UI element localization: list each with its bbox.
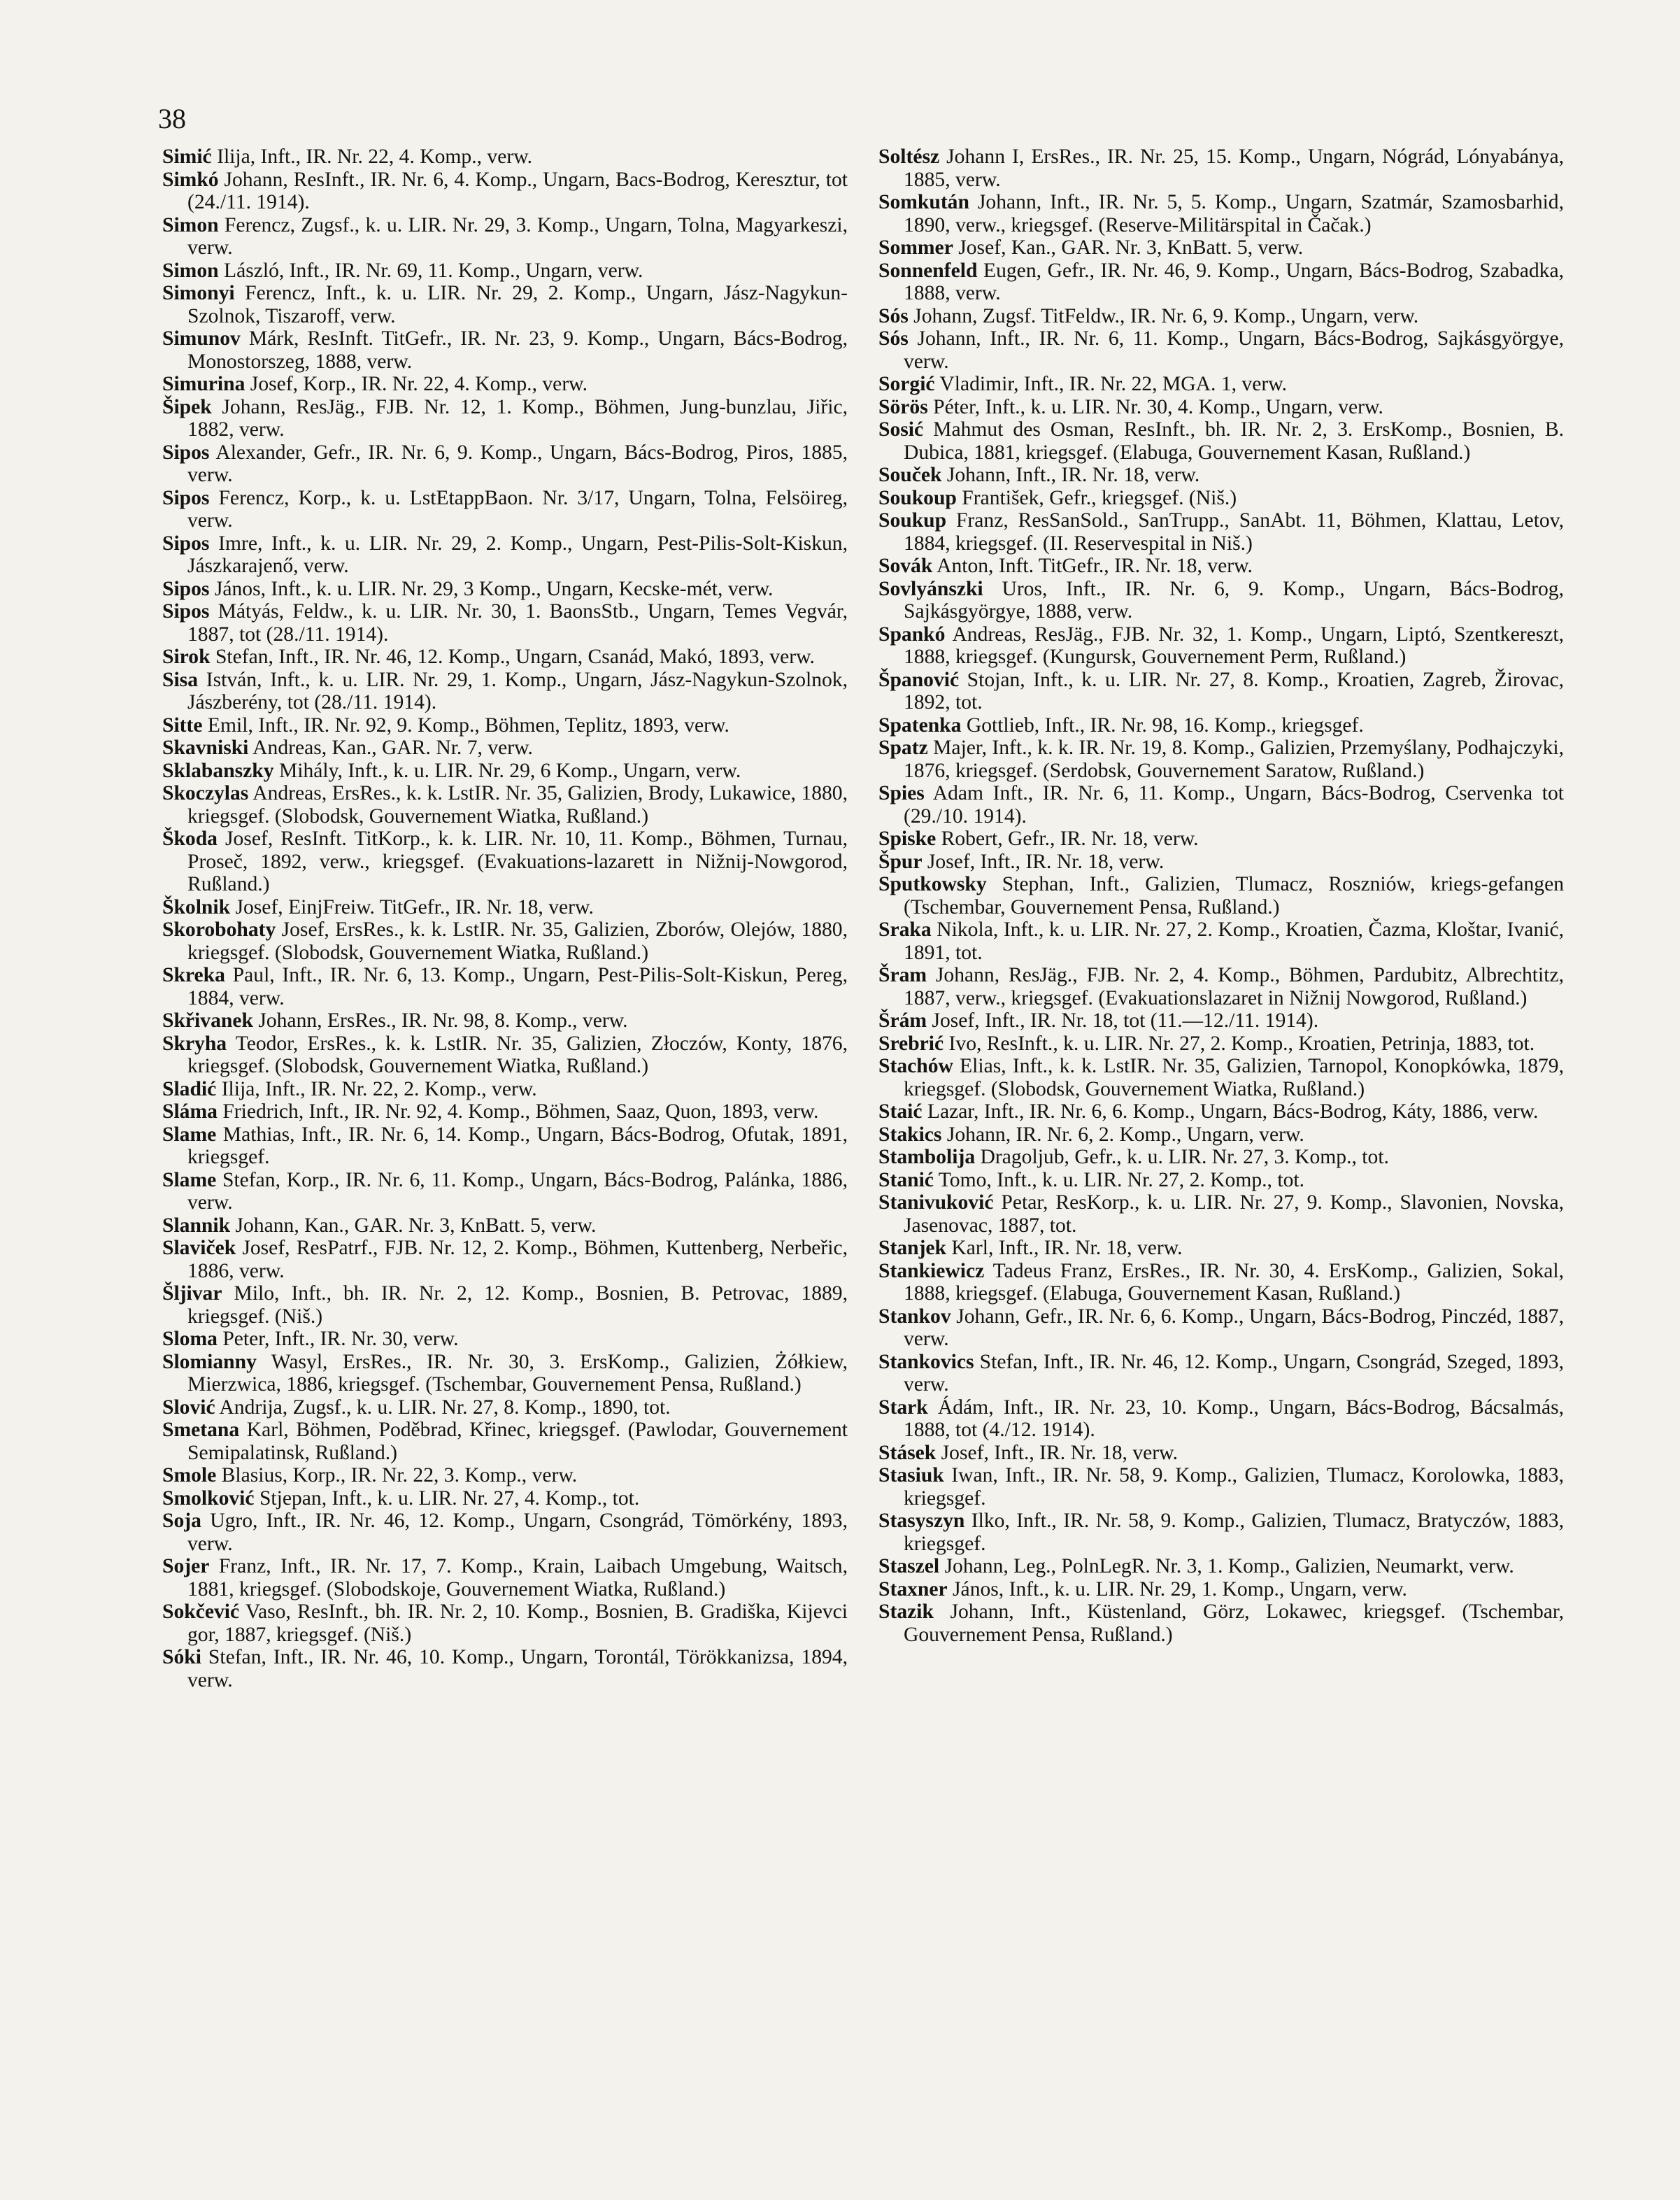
entry-surname: Simonyi <box>162 282 235 304</box>
entry-details: Uros, Inft., IR. Nr. 6, 9. Komp., Ungarn, Bács-Bodrog, Sajkásgyörgye, 1888, verw. <box>904 577 1564 623</box>
entry-surname: Soja <box>162 1510 201 1532</box>
list-entry <box>878 918 1564 964</box>
list-entry <box>878 1100 1564 1123</box>
entry-surname: Slame <box>162 1123 217 1146</box>
entry-details: Ivo, ResInft., k. u. LIR. Nr. 27, 2. Komp., Kroatien, Petrinja, 1883, tot. <box>944 1032 1535 1055</box>
entry-details: Josef, Kan., GAR. Nr. 3, KnBatt. 5, verw. <box>953 236 1304 259</box>
entry-surname: Simkó <box>162 168 219 191</box>
entry-surname: Stankiewicz <box>878 1259 985 1282</box>
entry-surname: Simurina <box>162 373 245 395</box>
list-entry <box>878 851 1564 874</box>
right-column <box>878 146 1564 1646</box>
list-entry <box>878 1305 1564 1351</box>
entry-surname: Skryha <box>162 1032 227 1055</box>
entry-surname: Soukoup <box>878 486 957 509</box>
entry-details: Johann, Inft., IR. Nr. 5, 5. Komp., Ungarn, Szatmár, Szamosbarhid, 1890, verw., kriegsgef. (Reserve-Militärspital in Čačak.) <box>904 191 1564 236</box>
list-entry <box>162 1100 848 1123</box>
entry-details: Josef, Inft., IR. Nr. 18, tot (11.—12./11. 1914). <box>927 1009 1319 1032</box>
entry-details: Ádám, Inft., IR. Nr. 23, 10. Komp., Ungarn, Bács-Bodrog, Bácsalmás, 1888, tot (4./12. 1914). <box>904 1396 1564 1441</box>
entry-surname: Smetana <box>162 1419 240 1441</box>
entry-details: Johann, Gefr., IR. Nr. 6, 6. Komp., Ungarn, Bács-Bodrog, Pinczéd, 1887, verw. <box>904 1305 1564 1350</box>
entry-details: Márk, ResInft. TitGefr., IR. Nr. 23, 9. Komp., Ungarn, Bács-Bodrog, Monostorszeg, 1888, verw. <box>187 327 848 373</box>
list-entry <box>162 669 848 714</box>
list-entry <box>162 1282 848 1328</box>
list-entry <box>878 714 1564 737</box>
entry-surname: Stazik <box>878 1601 934 1623</box>
entry-surname: Skorobohaty <box>162 918 276 941</box>
entry-surname: Spatz <box>878 737 928 759</box>
entry-details: Eugen, Gefr., IR. Nr. 46, 9. Komp., Ungarn, Bács-Bodrog, Szabadka, 1888, verw. <box>904 259 1564 304</box>
list-entry <box>878 623 1564 669</box>
entry-surname: Sipos <box>162 486 210 509</box>
entry-details: Josef, EinjFreiw. TitGefr., IR. Nr. 18, verw. <box>230 895 594 918</box>
list-entry <box>162 532 848 578</box>
list-entry <box>162 1419 848 1464</box>
entry-surname: Stanivuković <box>878 1191 994 1214</box>
entry-surname: Sklabanszky <box>162 759 274 782</box>
list-entry <box>878 1555 1564 1578</box>
entry-surname: Slaviček <box>162 1237 236 1259</box>
list-entry <box>162 760 848 783</box>
entry-details: Peter, Inft., IR. Nr. 30, verw. <box>217 1328 459 1350</box>
entry-details: Johann, Inft., Küstenland, Görz, Lokawec, kriegsgef. (Tschembar, Gouvernement Pensa, Rußland.) <box>904 1601 1564 1646</box>
entry-details: Andreas, Kan., GAR. Nr. 7, verw. <box>248 737 533 759</box>
list-entry <box>878 509 1564 555</box>
list-entry <box>878 305 1564 328</box>
entry-details: Péter, Inft., k. u. LIR. Nr. 30, 4. Komp., Ungarn, verw. <box>927 395 1383 418</box>
list-entry <box>162 373 848 396</box>
entry-details: László, Inft., IR. Nr. 69, 11. Komp., Ungarn, verw. <box>218 259 643 282</box>
entry-surname: Šrám <box>878 1009 927 1032</box>
entry-surname: Sorgić <box>878 373 935 395</box>
entry-surname: Souček <box>878 464 942 486</box>
entry-surname: Smole <box>162 1464 217 1486</box>
list-entry <box>878 1123 1564 1147</box>
entry-surname: Sipos <box>162 600 210 623</box>
entry-surname: Sovlyánszki <box>878 577 983 600</box>
entry-details: Josef, Inft., IR. Nr. 18, verw. <box>936 1441 1178 1464</box>
entry-surname: Simon <box>162 259 219 282</box>
list-entry <box>162 1237 848 1282</box>
entry-surname: Simunov <box>162 327 241 350</box>
entry-details: Josef, Inft., IR. Nr. 18, verw. <box>922 850 1165 873</box>
entry-surname: Stankovics <box>878 1350 974 1373</box>
entry-surname: Sipos <box>162 441 210 464</box>
entry-surname: Sós <box>878 304 909 327</box>
list-entry <box>162 282 848 327</box>
list-entry <box>162 327 848 373</box>
entry-surname: Slame <box>162 1168 217 1191</box>
entry-surname: Soukup <box>878 509 947 532</box>
entry-details: Ferencz, Inft., k. u. LIR. Nr. 29, 2. Komp., Ungarn, Jász-Nagykun-Szolnok, Tiszaroff, verw. <box>187 282 848 327</box>
entry-surname: Stankov <box>878 1305 951 1328</box>
list-entry <box>878 1260 1564 1305</box>
entry-surname: Sipos <box>162 532 210 555</box>
entry-details: Johann, Inft., IR. Nr. 18, verw. <box>941 464 1200 486</box>
list-entry <box>162 441 848 487</box>
entry-details: János, Inft., k. u. LIR. Nr. 29, 1. Komp., Ungarn, verw. <box>947 1577 1407 1601</box>
entry-surname: Spatenka <box>878 714 962 737</box>
entry-details: Johann, Zugsf. TitFeldw., IR. Nr. 6, 9. Komp., Ungarn, verw. <box>908 304 1419 327</box>
entry-surname: Stasiuk <box>878 1464 944 1486</box>
left-column <box>162 146 848 1691</box>
entry-details: Imre, Inft., k. u. LIR. Nr. 29, 2. Komp., Ungarn, Pest-Pilis-Solt-Kiskun, Jászkarajenő, verw. <box>187 532 848 577</box>
entry-details: Johann, ErsRes., IR. Nr. 98, 8. Komp., verw. <box>252 1009 628 1032</box>
entry-details: Mahmut des Osman, ResInft., bh. IR. Nr. 2, 3. ErsKomp., Bosnien, B. Dubica, 1881, kriegsgef. (Elabuga, Gouvernement Kasan, Rußland.) <box>904 418 1564 464</box>
entry-details: Ilija, Inft., IR. Nr. 22, 2. Komp., verw. <box>216 1077 537 1100</box>
entry-details: Johann, ResJäg., FJB. Nr. 12, 1. Komp., Böhmen, Jung-bunzlau, Jiřic, 1882, verw. <box>187 395 848 441</box>
entry-details: Gottlieb, Inft., IR. Nr. 98, 16. Komp., kriegsgef. <box>961 714 1364 737</box>
list-entry <box>878 782 1564 828</box>
list-entry <box>162 918 848 964</box>
entry-details: Vladimir, Inft., IR. Nr. 22, MGA. 1, verw. <box>934 373 1288 395</box>
entry-surname: Špur <box>878 850 923 873</box>
entry-surname: Sörös <box>878 395 928 418</box>
entry-details: Elias, Inft., k. k. LstIR. Nr. 35, Galizien, Tarnopol, Konopkówka, 1879, kriegsgef. (Slobodsk, Gouvernement Wiatka, Rußland.) <box>904 1055 1564 1100</box>
entry-details: Blasius, Korp., IR. Nr. 22, 3. Komp., verw. <box>216 1464 578 1486</box>
entry-surname: Simić <box>162 146 212 168</box>
list-entry <box>878 396 1564 419</box>
list-entry <box>162 1009 848 1032</box>
entry-details: Stefan, Inft., IR. Nr. 46, 12. Komp., Ungarn, Csanád, Makó, 1893, verw. <box>210 646 815 668</box>
entry-details: Lazar, Inft., IR. Nr. 6, 6. Komp., Ungarn, Bács-Bodrog, Káty, 1886, verw. <box>922 1100 1539 1123</box>
entry-details: Teodor, ErsRes., k. k. LstIR. Nr. 35, Galizien, Złoczów, Konty, 1876, kriegsgef. (Slobodsk, Gouvernement Wiatka, Rußland.) <box>187 1032 848 1077</box>
list-entry <box>878 964 1564 1009</box>
entry-surname: Spankó <box>878 623 946 646</box>
entry-details: Johann, Inft., IR. Nr. 6, 11. Komp., Ungarn, Bács-Bodrog, Sajkásgyörgye, verw. <box>904 327 1564 373</box>
entry-details: Mathias, Inft., IR. Nr. 6, 14. Komp., Ungarn, Bács-Bodrog, Ofutak, 1891, kriegsgef. <box>187 1123 848 1168</box>
list-entry <box>162 1646 848 1691</box>
list-entry <box>878 1442 1564 1465</box>
list-entry <box>162 146 848 169</box>
list-entry <box>878 828 1564 851</box>
entry-details: Josef, ResInft. TitKorp., k. k. LIR. Nr. 10, 11. Komp., Böhmen, Turnau, Proseč, 1892, verw., kriegsgef. (Evakuations-lazarett in Nižnij-Nowgorod, Rußland.) <box>187 828 848 895</box>
entry-surname: Školnik <box>162 895 231 918</box>
entry-details: Mihály, Inft., k. u. LIR. Nr. 29, 6 Komp., Ungarn, verw. <box>273 759 741 782</box>
entry-details: Tomo, Inft., k. u. LIR. Nr. 27, 2. Komp., tot. <box>933 1168 1304 1191</box>
entry-surname: Sláma <box>162 1100 218 1123</box>
entry-surname: Španović <box>878 668 960 691</box>
list-entry <box>162 1169 848 1214</box>
list-entry <box>162 1351 848 1396</box>
entry-details: Johann, Kan., GAR. Nr. 3, KnBatt. 5, verw. <box>230 1214 597 1237</box>
list-entry <box>878 1032 1564 1056</box>
entry-surname: Škoda <box>162 828 218 850</box>
entry-surname: Sraka <box>878 918 932 941</box>
list-entry <box>878 146 1564 191</box>
entry-surname: Spiske <box>878 828 937 850</box>
entry-details: Nikola, Inft., k. u. LIR. Nr. 27, 2. Komp., Kroatien, Čazma, Kloštar, Ivanić, 1891, tot. <box>904 918 1564 964</box>
entry-surname: Sommer <box>878 236 953 259</box>
list-entry <box>162 600 848 646</box>
list-entry <box>878 1237 1564 1260</box>
entry-surname: Spies <box>878 782 925 804</box>
entry-details: Josef, Korp., IR. Nr. 22, 4. Komp., verw. <box>245 373 588 395</box>
entry-surname: Staić <box>878 1100 923 1123</box>
entry-surname: Somkután <box>878 191 969 213</box>
list-entry <box>162 487 848 532</box>
entry-surname: Sós <box>878 327 909 350</box>
list-entry <box>878 578 1564 623</box>
entry-surname: Stásek <box>878 1441 937 1464</box>
entry-surname: Sóki <box>162 1646 201 1668</box>
list-entry <box>878 1351 1564 1396</box>
entry-surname: Šram <box>878 964 927 986</box>
entry-surname: Srebrić <box>878 1032 944 1055</box>
list-entry <box>878 191 1564 236</box>
list-entry <box>878 1510 1564 1555</box>
entry-details: Majer, Inft., k. k. IR. Nr. 19, 8. Komp., Galizien, Przemyślany, Podhajczyki, 1876, kriegsgef. (Serdobsk, Gouvernement Saratow, Rußland.) <box>904 737 1564 782</box>
list-entry <box>878 669 1564 714</box>
entry-details: Friedrich, Inft., IR. Nr. 92, 4. Komp., Böhmen, Saaz, Quon, 1893, verw. <box>217 1100 819 1123</box>
entry-details: Andreas, ErsRes., k. k. LstIR. Nr. 35, Galizien, Brody, Lukawice, 1880, kriegsgef. (Slobodsk, Gouvernement Wiatka, Rußland.) <box>187 782 848 828</box>
entry-surname: Sloma <box>162 1328 218 1350</box>
list-entry <box>162 646 848 669</box>
list-entry <box>878 464 1564 487</box>
entry-details: Robert, Gefr., IR. Nr. 18, verw. <box>936 828 1199 850</box>
entry-details: Stefan, Korp., IR. Nr. 6, 11. Komp., Ungarn, Bács-Bodrog, Palánka, 1886, verw. <box>187 1168 848 1214</box>
entry-surname: Stakics <box>878 1123 942 1146</box>
entry-surname: Sisa <box>162 668 198 691</box>
list-entry <box>162 578 848 601</box>
list-entry <box>878 236 1564 260</box>
entry-details: Franz, Inft., IR. Nr. 17, 7. Komp., Krain, Laibach Umgebung, Waitsch, 1881, kriegsgef. (Slobodskoje, Gouvernement Wiatka, Rußland.) <box>187 1555 848 1601</box>
entry-surname: Stambolija <box>878 1146 976 1168</box>
list-entry <box>162 1601 848 1646</box>
entry-surname: Stark <box>878 1396 928 1419</box>
entry-surname: Sputkowsky <box>878 873 987 895</box>
list-entry <box>162 1214 848 1237</box>
entry-details: Mátyás, Feldw., k. u. LIR. Nr. 30, 1. BaonsStb., Ungarn, Temes Vegvár, 1887, tot (28./11. 1914). <box>187 600 848 646</box>
entry-surname: Slović <box>162 1396 215 1419</box>
list-entry <box>162 169 848 214</box>
entry-surname: Slannik <box>162 1214 231 1237</box>
list-entry <box>878 1146 1564 1169</box>
entry-details: Dragoljub, Gefr., k. u. LIR. Nr. 27, 3. Komp., tot. <box>975 1146 1389 1168</box>
list-entry <box>162 737 848 760</box>
list-entry <box>878 737 1564 782</box>
list-entry <box>162 260 848 283</box>
entry-details: Wasyl, ErsRes., IR. Nr. 30, 3. ErsKomp., Galizien, Żółkiew, Mierzwica, 1886, kriegsgef. (Tschembar, Gouvernement Pensa, Rußland.) <box>187 1350 848 1396</box>
entry-details: Johann, IR. Nr. 6, 2. Komp., Ungarn, verw. <box>941 1123 1304 1146</box>
entry-surname: Šljivar <box>162 1282 222 1305</box>
entry-surname: Simon <box>162 213 219 236</box>
entry-details: Andreas, ResJäg., FJB. Nr. 32, 1. Komp., Ungarn, Liptó, Szentkereszt, 1888, kriegsgef. (Kungursk, Gouvernement Perm, Rußland.) <box>904 623 1564 668</box>
list-entry <box>162 714 848 737</box>
entry-details: Ferencz, Korp., k. u. LstEtappBaon. Nr. 3/17, Ungarn, Tolna, Felsöireg, verw. <box>187 486 848 532</box>
list-entry <box>878 1055 1564 1100</box>
list-entry <box>878 1601 1564 1646</box>
entry-surname: Sirok <box>162 646 211 668</box>
entry-details: Stefan, Inft., IR. Nr. 46, 12. Komp., Ungarn, Csongrád, Szeged, 1893, verw. <box>904 1350 1564 1396</box>
list-entry <box>878 1191 1564 1237</box>
entry-surname: Stachów <box>878 1055 953 1077</box>
entry-details: Ferencz, Zugsf., k. u. LIR. Nr. 29, 3. Komp., Ungarn, Tolna, Magyarkeszi, verw. <box>187 213 848 259</box>
entry-surname: Sosić <box>878 418 924 441</box>
entry-surname: Skreka <box>162 964 225 986</box>
list-entry <box>162 1464 848 1487</box>
entry-surname: Smolković <box>162 1486 255 1510</box>
entry-details: János, Inft., k. u. LIR. Nr. 29, 3 Komp., Ungarn, Kecske-mét, verw. <box>209 577 774 600</box>
list-entry <box>162 1078 848 1101</box>
entry-surname: Staszel <box>878 1555 940 1577</box>
entry-details: Johann, ResInft., IR. Nr. 6, 4. Komp., Ungarn, Bacs-Bodrog, Keresztur, tot (24./11. 1914). <box>187 168 848 213</box>
entry-details: Johann I, ErsRes., IR. Nr. 25, 15. Komp., Ungarn, Nógrád, Lónyabánya, 1885, verw. <box>904 146 1564 191</box>
list-entry <box>162 1123 848 1169</box>
entry-details: Vaso, ResInft., bh. IR. Nr. 2, 10. Komp., Bosnien, B. Gradiška, Kijevci gor, 1887, kriegsgef. (Niš.) <box>187 1601 848 1646</box>
list-entry <box>878 1009 1564 1032</box>
list-entry <box>162 896 848 919</box>
entry-surname: Soltész <box>878 146 940 168</box>
entry-surname: Stanjek <box>878 1237 947 1259</box>
list-entry <box>878 1464 1564 1510</box>
list-entry <box>878 327 1564 373</box>
entry-surname: Slomianny <box>162 1350 257 1373</box>
entry-surname: Sonnenfeld <box>878 259 978 282</box>
entry-surname: Sitte <box>162 714 203 737</box>
entry-surname: Sokčević <box>162 1601 240 1623</box>
entry-details: Karl, Inft., IR. Nr. 18, verw. <box>946 1237 1183 1259</box>
entry-surname: Skoczylas <box>162 782 249 804</box>
entry-details: Johann, ResJäg., FJB. Nr. 2, 4. Komp., Böhmen, Pardubitz, Albrechtitz, 1887, verw., kriegsgef. (Evakuationslazaret in Nižnij Nowgorod, Rußland.) <box>904 964 1564 1009</box>
entry-surname: Sojer <box>162 1555 210 1577</box>
entry-surname: Staxner <box>878 1577 948 1601</box>
entry-surname: Stasyszyn <box>878 1510 965 1532</box>
entry-details: Iwan, Inft., IR. Nr. 58, 9. Komp., Galizien, Tlumacz, Korolowka, 1883, kriegsgef. <box>904 1464 1564 1510</box>
page-number: 38 <box>158 103 186 134</box>
entry-details: Adam Inft., IR. Nr. 6, 11. Komp., Ungarn, Bács-Bodrog, Cservenka tot (29./10. 1914). <box>904 782 1564 828</box>
entry-details: Emil, Inft., IR. Nr. 92, 9. Komp., Böhmen, Teplitz, 1893, verw. <box>202 714 729 737</box>
entry-details: Josef, ErsRes., k. k. LstIR. Nr. 35, Galizien, Zborów, Olejów, 1880, kriegsgef. (Slobodsk, Gouvernement Wiatka, Rußland.) <box>187 918 848 964</box>
list-entry <box>878 555 1564 578</box>
list-entry <box>162 1555 848 1601</box>
list-entry <box>162 828 848 896</box>
entry-details: Ugro, Inft., IR. Nr. 46, 12. Komp., Ungarn, Csongrád, Tömörkény, 1893, verw. <box>187 1510 848 1555</box>
list-entry <box>162 782 848 828</box>
entry-details: Franz, ResSanSold., SanTrupp., SanAbt. 11, Böhmen, Klattau, Letov, 1884, kriegsgef. (II. Reservespital in Niš.) <box>904 509 1564 555</box>
entry-details: István, Inft., k. u. LIR. Nr. 29, 1. Komp., Ungarn, Jász-Nagykun-Szolnok, Jászberény, tot (28./11. 1914). <box>187 668 848 714</box>
entry-details: Milo, Inft., bh. IR. Nr. 2, 12. Komp., Bosnien, B. Petrovac, 1889, kriegsgef. (Niš.) <box>187 1282 848 1328</box>
list-entry <box>162 1032 848 1078</box>
list-entry <box>162 1487 848 1510</box>
entry-details: Paul, Inft., IR. Nr. 6, 13. Komp., Ungarn, Pest-Pilis-Solt-Kiskun, Pereg, 1884, verw. <box>187 964 848 1009</box>
list-entry <box>878 1396 1564 1442</box>
list-entry <box>162 396 848 441</box>
list-entry <box>878 1578 1564 1601</box>
entry-details: Johann, Leg., PolnLegR. Nr. 3, 1. Komp., Galizien, Neumarkt, verw. <box>939 1555 1514 1577</box>
entry-surname: Šipek <box>162 395 212 418</box>
entry-details: Stjepan, Inft., k. u. LIR. Nr. 27, 4. Komp., tot. <box>254 1486 640 1510</box>
entry-details: František, Gefr., kriegsgef. (Niš.) <box>956 486 1237 509</box>
list-entry <box>878 1169 1564 1192</box>
list-entry <box>162 1396 848 1419</box>
entry-surname: Stanić <box>878 1168 934 1191</box>
entry-details: Josef, ResPatrf., FJB. Nr. 12, 2. Komp., Böhmen, Kuttenberg, Nerbeřic, 1886, verw. <box>187 1237 848 1282</box>
list-entry <box>878 418 1564 464</box>
entry-surname: Sovák <box>878 555 933 577</box>
list-entry <box>878 373 1564 396</box>
entry-details: Stefan, Inft., IR. Nr. 46, 10. Komp., Ungarn, Torontál, Törökkanizsa, 1894, verw. <box>187 1646 848 1691</box>
entry-surname: Skavniski <box>162 737 249 759</box>
entry-details: Stojan, Inft., k. u. LIR. Nr. 27, 8. Komp., Kroatien, Zagreb, Žirovac, 1892, tot. <box>904 668 1564 714</box>
entry-surname: Sipos <box>162 577 210 600</box>
entry-details: Andrija, Zugsf., k. u. LIR. Nr. 27, 8. Komp., 1890, tot. <box>215 1396 671 1419</box>
list-entry <box>162 1510 848 1555</box>
list-entry <box>162 214 848 260</box>
entry-surname: Sladić <box>162 1077 217 1100</box>
entry-details: Tadeus Franz, ErsRes., IR. Nr. 30, 4. ErsKomp., Galizien, Sokal, 1888, kriegsgef. (Elabuga, Gouvernement Kasan, Rußland.) <box>904 1259 1564 1305</box>
list-entry <box>878 873 1564 918</box>
entry-details: Ilija, Inft., IR. Nr. 22, 4. Komp., verw. <box>211 146 533 168</box>
list-entry <box>878 260 1564 305</box>
entry-details: Petar, ResKorp., k. u. LIR. Nr. 27, 9. Komp., Slavonien, Novska, Jasenovac, 1887, tot. <box>904 1191 1564 1237</box>
list-entry <box>162 964 848 1009</box>
list-entry <box>162 1328 848 1351</box>
entry-details: Ilko, Inft., IR. Nr. 58, 9. Komp., Galizien, Tlumacz, Bratyczów, 1883, kriegsgef. <box>904 1510 1564 1555</box>
list-entry <box>878 487 1564 510</box>
entry-surname: Skřivanek <box>162 1009 253 1032</box>
entry-details: Stephan, Inft., Galizien, Tlumacz, Roszniów, kriegs-gefangen (Tschembar, Gouvernement Pensa, Rußland.) <box>904 873 1564 918</box>
entry-details: Alexander, Gefr., IR. Nr. 6, 9. Komp., Ungarn, Bács-Bodrog, Piros, 1885, verw. <box>187 441 848 486</box>
entry-details: Karl, Böhmen, Poděbrad, Křinec, kriegsgef. (Pawlodar, Gouvernement Semipalatinsk, Rußland.) <box>187 1419 848 1464</box>
entry-details: Anton, Inft. TitGefr., IR. Nr. 18, verw. <box>932 555 1253 577</box>
